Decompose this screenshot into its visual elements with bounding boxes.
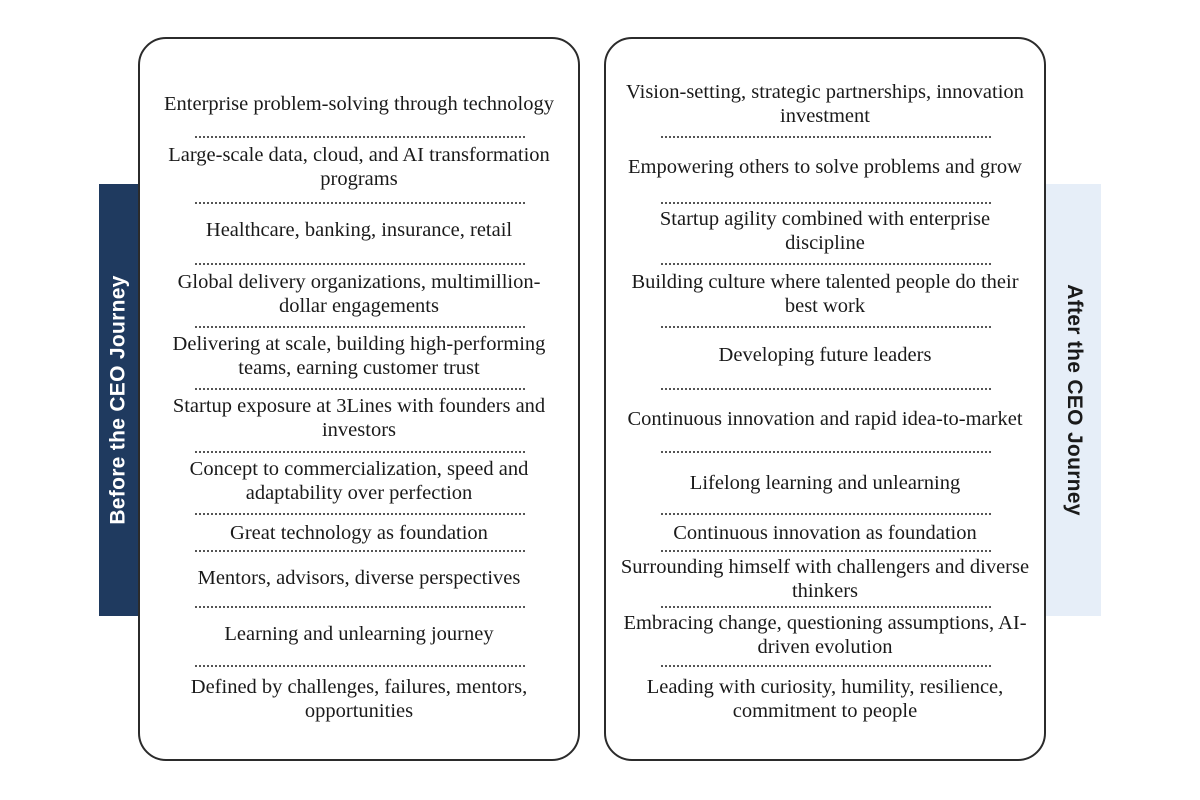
before-journey-label-text: Before the CEO Journey: [107, 275, 131, 525]
before-item: [140, 611, 578, 657]
before-divider: [195, 606, 525, 608]
before-divider: [195, 326, 525, 328]
after-item: [606, 141, 1044, 193]
after-item: [606, 332, 1044, 378]
before-item-text: Large-scale data, cloud, and AI transformation programs: [168, 144, 550, 190]
after-divider: [661, 263, 991, 265]
after-item-text: Embracing change, questioning assumptions, AI-driven evolution: [623, 612, 1027, 658]
after-divider: [661, 665, 991, 667]
after-divider: [661, 136, 991, 138]
before-divider: [195, 136, 525, 138]
after-item-text: Developing future leaders: [718, 344, 932, 366]
after-journey-label-text: After the CEO Journey: [1062, 284, 1086, 516]
after-divider: [661, 606, 991, 608]
before-item: [140, 671, 578, 727]
after-item-text: Lifelong learning and unlearning: [689, 472, 961, 494]
before-journey-panel: [138, 37, 580, 761]
before-item-text: Startup exposure at 3Lines with founders and investors: [172, 395, 546, 441]
before-divider: [195, 202, 525, 204]
after-item-text: Empowering others to solve problems and grow: [628, 156, 1022, 178]
before-item: [140, 555, 578, 601]
after-item-text: Continuous innovation and rapid idea-to-market: [627, 408, 1023, 430]
after-item-text: Vision-setting, strategic partnerships, innovation investment: [626, 81, 1024, 127]
after-journey-panel: [604, 37, 1046, 761]
before-item-text: Mentors, advisors, diverse perspectives: [197, 567, 521, 589]
after-item-text: Surrounding himself with challengers and diverse thinkers: [620, 556, 1030, 602]
before-divider: [195, 388, 525, 390]
after-item: [606, 554, 1044, 604]
before-item: [140, 142, 578, 192]
after-journey-label: [1046, 184, 1101, 616]
before-divider: [195, 550, 525, 552]
after-item: [606, 394, 1044, 444]
after-item: [606, 268, 1044, 320]
before-divider: [195, 263, 525, 265]
after-divider: [661, 451, 991, 453]
before-item: [140, 331, 578, 381]
before-item-text: Great technology as foundation: [230, 522, 488, 544]
after-item: [606, 458, 1044, 508]
after-divider: [661, 388, 991, 390]
after-item: [606, 671, 1044, 727]
before-item-text: Global delivery organizations, multimillion-dollar engagements: [177, 271, 541, 317]
before-divider: [195, 665, 525, 667]
after-divider: [661, 550, 991, 552]
before-item: [140, 393, 578, 443]
before-item: [140, 517, 578, 549]
after-item: [606, 79, 1044, 129]
after-divider: [661, 513, 991, 515]
before-divider: [195, 451, 525, 453]
before-divider: [195, 513, 525, 515]
after-item-text: Continuous innovation as foundation: [673, 522, 977, 544]
before-item-text: Healthcare, banking, insurance, retail: [205, 219, 513, 241]
before-item: [140, 268, 578, 320]
before-item: [140, 456, 578, 506]
before-item-text: Learning and unlearning journey: [224, 623, 494, 645]
after-item-text: Building culture where talented people do their best work: [631, 271, 1019, 317]
after-item: [606, 205, 1044, 257]
after-divider: [661, 202, 991, 204]
before-item: [140, 79, 578, 129]
before-item-text: Concept to commercialization, speed and adaptability over perfection: [189, 458, 529, 504]
after-item-text: Startup agility combined with enterprise discipline: [659, 208, 991, 254]
before-item-text: Enterprise problem-solving through technology: [164, 93, 554, 115]
after-item-text: Leading with curiosity, humility, resilience, commitment to people: [646, 676, 1004, 722]
before-item-text: Delivering at scale, building high-performing teams, earning customer trust: [172, 333, 546, 379]
before-journey-label: [99, 184, 139, 616]
before-item: [140, 208, 578, 252]
after-item: [606, 610, 1044, 660]
after-item: [606, 517, 1044, 549]
before-item-text: Defined by challenges, failures, mentors, opportunities: [190, 676, 528, 722]
after-divider: [661, 326, 991, 328]
